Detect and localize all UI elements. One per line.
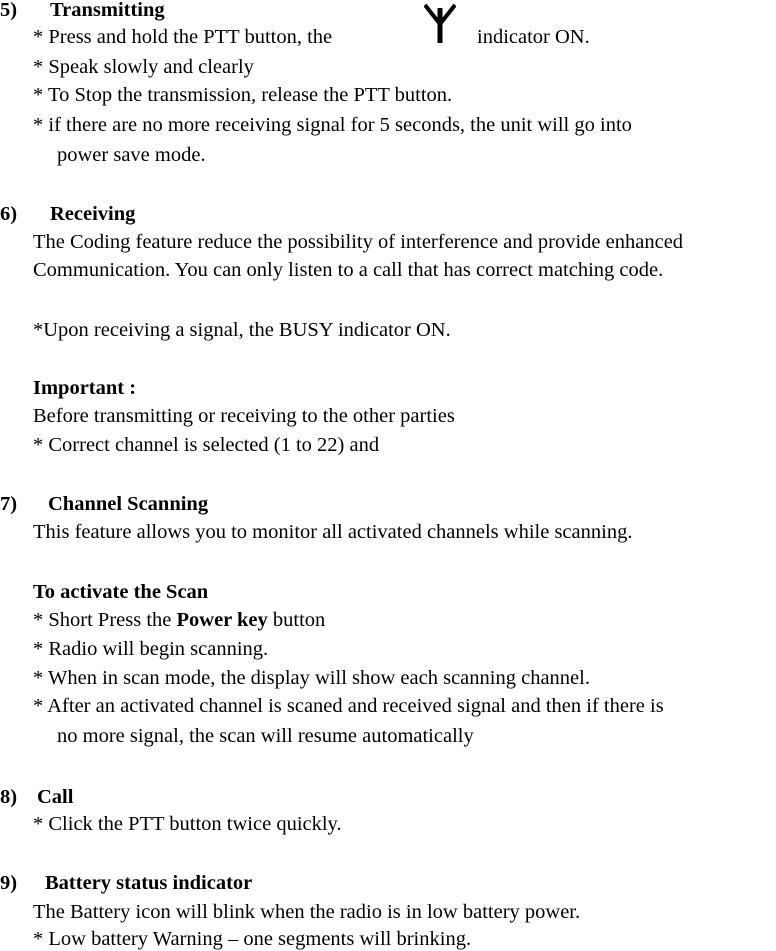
section-8-title: Call — [37, 786, 74, 808]
section-7-line-2-pre: * Short Press the — [33, 609, 172, 631]
section-5-line-2: * Speak slowly and clearly — [33, 56, 254, 78]
section-8-line-1: * Click the PTT button twice quickly. — [33, 813, 342, 835]
section-5-number: 5) — [0, 0, 18, 21]
section-9-title: Battery status indicator — [45, 872, 253, 894]
section-7-line-5: * After an activated channel is scaned and received signal and then if there is — [33, 695, 664, 717]
section-9-number: 9) — [0, 872, 18, 894]
section-7-line-4: * When in scan mode, the display will show each scanning channel. — [33, 667, 590, 689]
section-6-line-5: * Correct channel is selected (1 to 22) and — [33, 434, 380, 456]
section-9-line-2: * Low battery Warning – one segments will brinking. — [33, 928, 472, 950]
section-8-number: 8) — [0, 786, 18, 808]
section-9-line-1: The Battery icon will blink when the radio is in low battery power. — [33, 901, 581, 923]
section-5-line-3: * To Stop the transmission, release the PTT button. — [33, 84, 453, 106]
section-7-title: Channel Scanning — [48, 493, 209, 515]
scan-subheading: To activate the Scan — [33, 581, 209, 603]
section-5-title: Transmitting — [50, 0, 165, 21]
important-heading: Important : — [33, 377, 137, 399]
section-5-line-1-pre: * Press and hold the PTT button, the — [33, 26, 333, 48]
power-key-label: Power key — [176, 609, 268, 631]
section-6-line-3: *Upon receiving a signal, the BUSY indicator ON. — [33, 319, 451, 341]
section-6-number: 6) — [0, 203, 18, 225]
section-6-title: Receiving — [50, 203, 136, 225]
section-6-line-4: Before transmitting or receiving to the other parties — [33, 405, 455, 427]
section-6-line-1: The Coding feature reduce the possibility of interference and provide enhanced — [33, 231, 684, 253]
section-7-number: 7) — [0, 493, 18, 515]
section-7-line-2 — [33, 608, 325, 632]
section-5-line-1-post: indicator ON. — [477, 26, 590, 48]
section-7-line-3: * Radio will begin scanning. — [33, 638, 269, 660]
section-7-line-1: This feature allows you to monitor all activated channels while scanning. — [33, 521, 633, 543]
antenna-icon — [424, 3, 456, 51]
section-5-line-5: power save mode. — [57, 144, 206, 166]
section-6-line-2: Communication. You can only listen to a call that has correct matching code. — [33, 259, 664, 281]
section-7-line-6: no more signal, the scan will resume automatically — [57, 725, 474, 747]
section-5-line-4: * if there are no more receiving signal for 5 seconds, the unit will go into — [33, 114, 632, 136]
section-7-line-2-post: button — [272, 609, 326, 631]
